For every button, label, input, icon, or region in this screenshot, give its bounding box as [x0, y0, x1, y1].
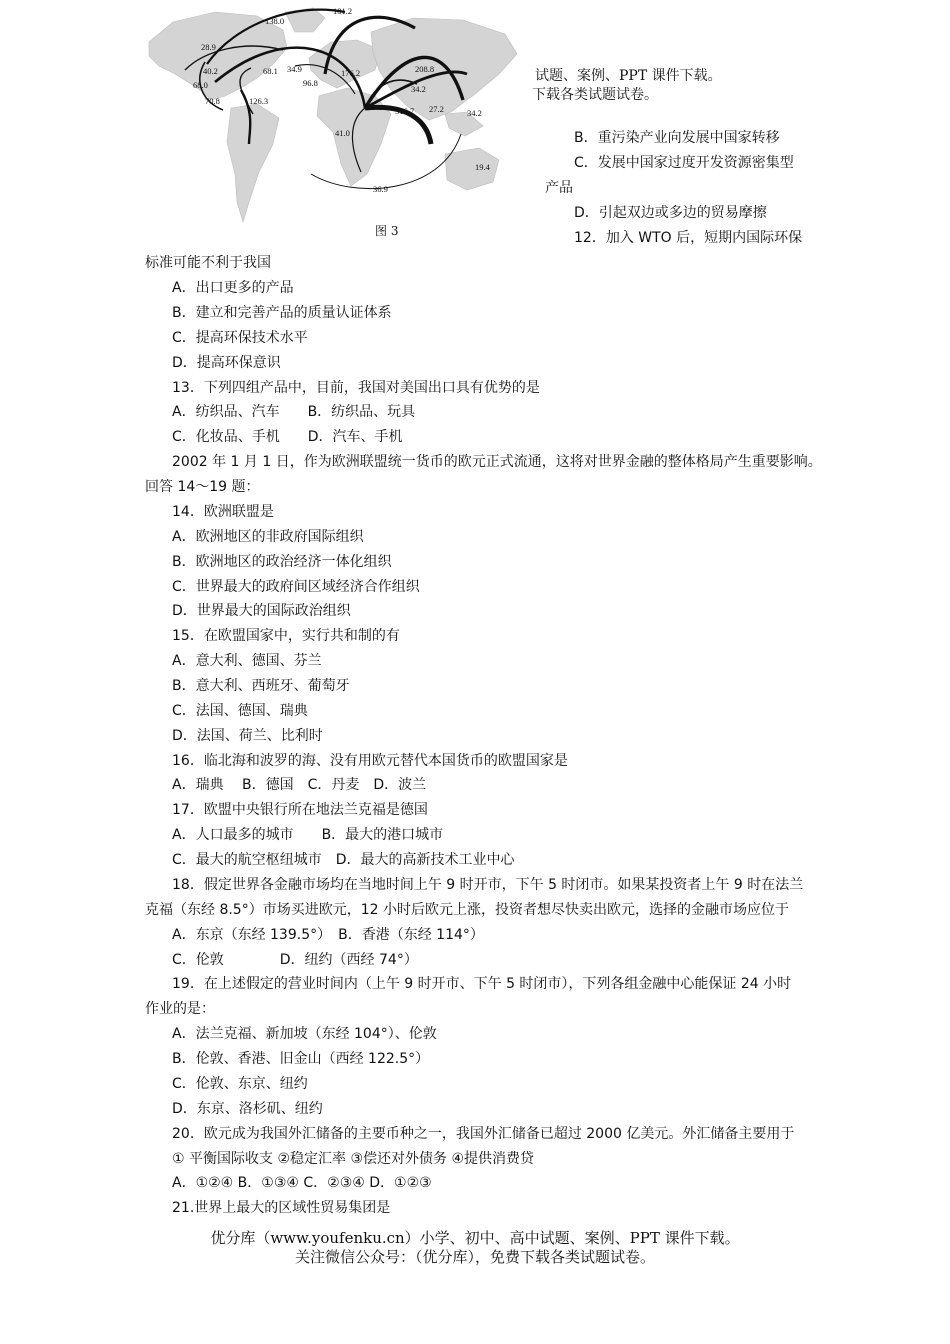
options-abcd: A．①②④ B．①③④ C．②③④ D．①②③ [172, 1175, 432, 1191]
option-c-continued: 产品 [545, 180, 573, 196]
footer-watermark-line2: 关注微信公众号：（优分库），免费下载各类试题试卷。 [294, 1248, 655, 1266]
options-ab: A．人口最多的城市 B．最大的港口城市 [172, 827, 444, 843]
question-16: 16．临北海和波罗的海、没有用欧元替代本国货币的欧盟国家是 [172, 753, 568, 769]
option-d: D．提高环保意识 [172, 355, 281, 371]
question-12: 12．加入 WTO 后，短期内国际环保 [574, 230, 803, 246]
options-abcd: A．瑞典 B．德国 C．丹麦 D．波兰 [172, 777, 427, 793]
flow-value-label: 40.2 [203, 66, 218, 76]
flow-value-label: 27.2 [429, 104, 444, 114]
flow-value-label: 41.0 [335, 128, 350, 138]
option-d: D．法国、荷兰、比利时 [172, 728, 323, 744]
flow-value-label: 36.9 [373, 184, 388, 194]
option-b: B．重污染产业向发展中国家转移 [574, 130, 780, 146]
flow-value-label: 34.9 [287, 64, 302, 74]
watermark-text-top: 下载各类试题试卷。 [532, 87, 658, 103]
options-cd: C．伦敦 D．纽约（西经 74°） [172, 952, 418, 968]
flow-value-label: 68.1 [263, 66, 278, 76]
question-17: 17．欧盟中央银行所在地法兰克福是德国 [172, 802, 428, 818]
option-c: C．发展中国家过度开发资源密集型 [574, 155, 794, 171]
flow-value-label: 316.7 [395, 106, 415, 116]
question-18-continued: 克福（东经 8.5°）市场买进欧元，12 小时后欧元上涨，投资者想尽快卖出欧元，选择的金融市场应位于 [145, 902, 789, 918]
flow-value-label: 28.9 [201, 42, 216, 52]
option-a: A．意大利、德国、芬兰 [172, 653, 322, 669]
question-19: 19．在上述假定的营业时间内（上午 9 时开市、下午 5 时闭市），下列各组金融中心能保证 24 小时 [172, 976, 792, 992]
options-cd: C．化妆品、手机 D．汽车、手机 [172, 429, 403, 445]
option-b: B．欧洲地区的政治经济一体化组织 [172, 554, 392, 570]
question-12-continued: 标准可能不利于我国 [145, 255, 271, 271]
watermark-text-top: 试题、案例、PPT 课件下载。 [535, 68, 722, 84]
flow-value-label: 208.8 [415, 64, 435, 74]
flow-value-label: 176.2 [341, 68, 361, 78]
flow-value-label: 19.4 [475, 162, 490, 172]
option-c: C．伦敦、东京、纽约 [172, 1076, 308, 1092]
options-ab: A．东京（东经 139.5°） B．香港（东经 114°） [172, 927, 484, 943]
question-21: 21.世界上最大的区域性贸易集团是 [172, 1200, 391, 1216]
flow-value-label: 34.2 [467, 108, 482, 118]
question-20-items: ① 平衡国际收支 ②稳定汇率 ③偿还对外债务 ④提供消费贷 [172, 1151, 535, 1167]
option-a: A．出口更多的产品 [172, 280, 294, 296]
question-19-continued: 作业的是： [145, 1001, 215, 1017]
flow-value-label: 68.0 [193, 80, 208, 90]
question-13: 13．下列四组产品中，目前，我国对美国出口具有优势的是 [172, 380, 540, 396]
passage-text: 2002 年 1 月 1 日，作为欧洲联盟统一货币的欧元正式流通，这将对世界金融的整体格局产生重要影响。 [172, 454, 822, 470]
option-b: B．建立和完善产品的质量认证体系 [172, 305, 392, 321]
option-c: C．法国、德国、瑞典 [172, 703, 308, 719]
flow-value-label: 138.0 [265, 16, 285, 26]
figure-caption: 图 3 [375, 224, 399, 238]
question-15: 15．在欧盟国家中，实行共和制的有 [172, 628, 400, 644]
question-20: 20．欧元成为我国外汇储备的主要币种之一，我国外汇储备已超过 2000 亿美元。外汇储备主要用于 [172, 1126, 795, 1142]
footer-watermark-line1: 优分库（www.youfenku.cn）小学、初中、高中试题、案例、PPT 课件下载。 [210, 1229, 740, 1247]
option-c: C．世界最大的政府间区域经济合作组织 [172, 579, 420, 595]
flow-value-label: 96.8 [303, 78, 318, 88]
option-b: B．伦敦、香港、旧金山（西经 122.5°） [172, 1051, 430, 1067]
flow-value-label: 70.8 [205, 96, 220, 106]
flow-value-label: 181.2 [333, 6, 353, 16]
flow-value-label: 126.3 [249, 96, 269, 106]
passage-text-continued: 回答 14～19 题： [145, 479, 260, 495]
option-d: D．东京、洛杉矶、纽约 [172, 1101, 323, 1117]
option-d: D．世界最大的国际政治组织 [172, 603, 351, 619]
options-ab: A．纺织品、汽车 B．纺织品、玩具 [172, 404, 416, 420]
option-c: C．提高环保技术水平 [172, 330, 308, 346]
option-a: A．欧洲地区的非政府国际组织 [172, 529, 364, 545]
trade-flow-map [145, 4, 523, 226]
flow-value-label: 34.2 [411, 84, 426, 94]
options-cd: C．最大的航空枢纽城市 D．最大的高新技术工业中心 [172, 852, 515, 868]
option-a: A．法兰克福、新加坡（东经 104°）、伦敦 [172, 1026, 437, 1042]
option-b: B．意大利、西班牙、葡萄牙 [172, 678, 350, 694]
option-d: D．引起双边或多边的贸易摩擦 [574, 205, 767, 221]
question-18: 18．假定世界各金融市场均在当地时间上午 9 时开市，下午 5 时闭市。如果某投资者上午 9 时在法兰 [172, 877, 804, 893]
question-14: 14．欧洲联盟是 [172, 504, 274, 520]
